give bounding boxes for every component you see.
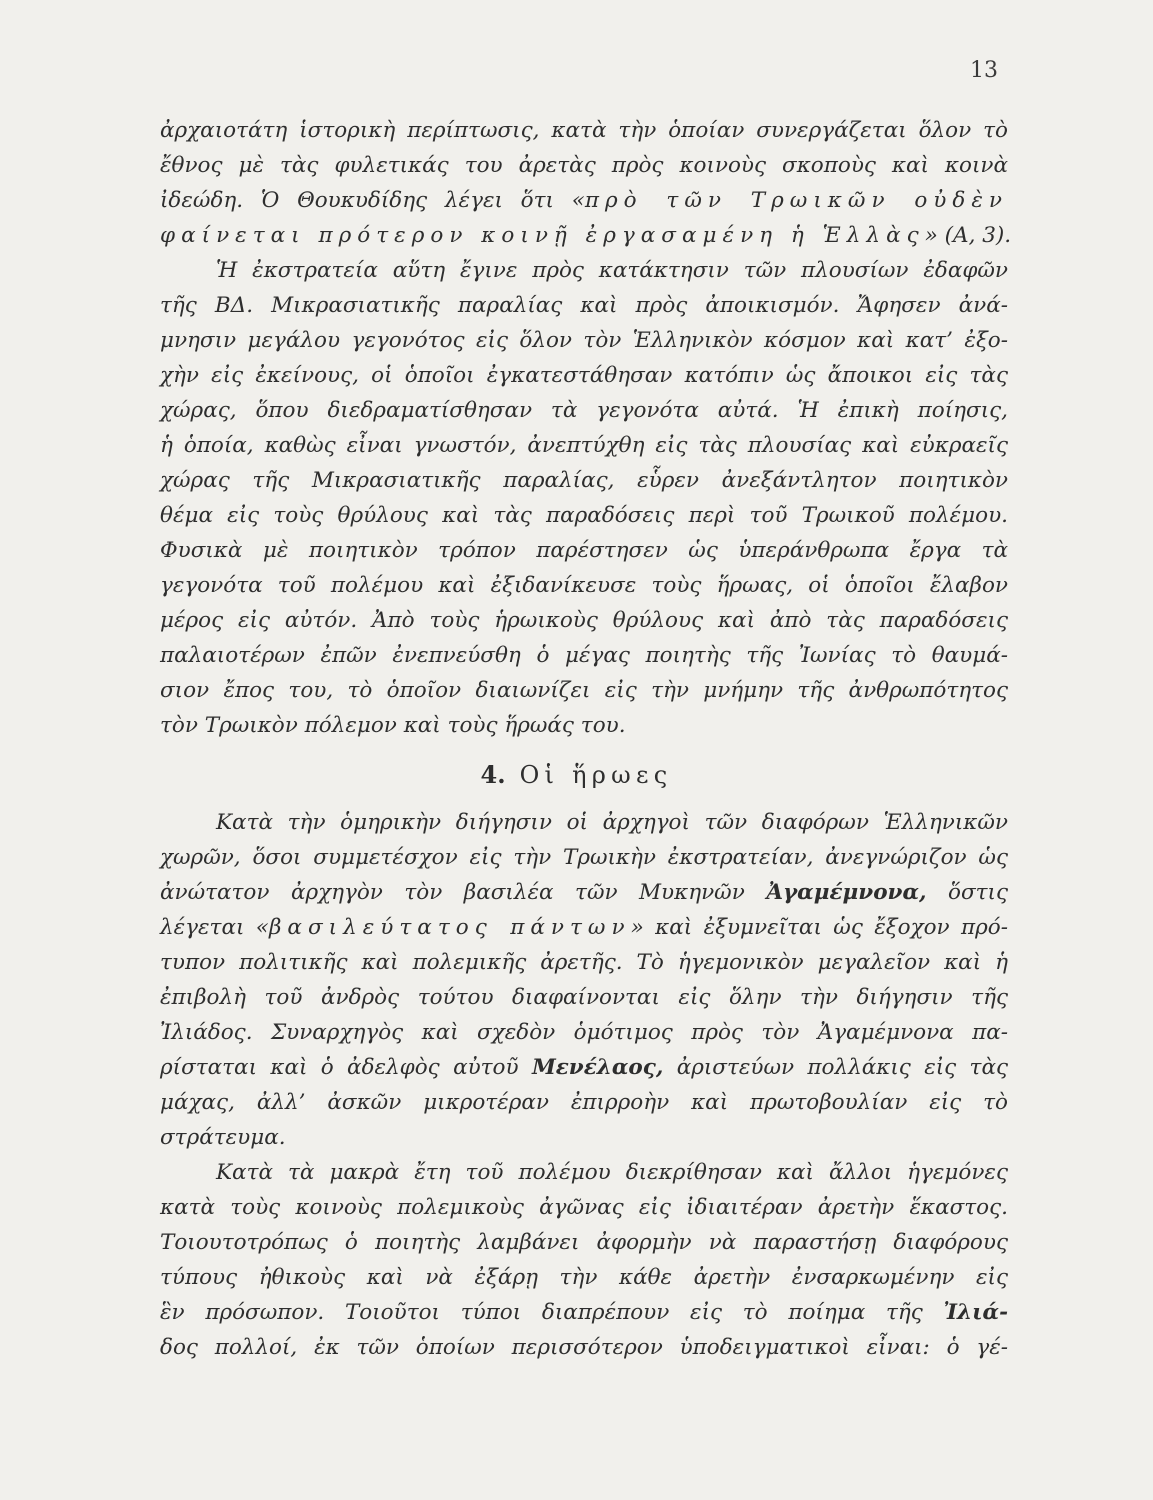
text-line: μάχας, ἀλλ’ ἀσκῶν μικροτέραν ἐπιρροὴν καὶ πρωτοβουλίαν εἰς τὸ (160, 1090, 1008, 1115)
text-fragment: ὅστις (948, 880, 1008, 905)
text-fragment: λέγεται « (160, 915, 269, 940)
page-number: 13 (970, 58, 998, 83)
text-line: τὸν Τρωικὸν πόλεμον καὶ τοὺς ἥρωάς του. (160, 713, 626, 738)
text-line: χώρας, ὅπου διεδραματίσθησαν τὰ γεγονότα αὐτά. Ἡ ἐπικὴ ποίησις, (160, 398, 1008, 423)
text-block-upper (160, 113, 1012, 743)
text-line: χὴν εἰς ἐκείνους, οἱ ὁποῖοι ἐγκατεστάθησαν κατόπιν ὡς ἄποικοι εἰς τὰς (160, 363, 1008, 388)
text-line (160, 1295, 1008, 1330)
text-line: χωρῶν, ὅσοι συμμετέσχον εἰς τὴν Τρωικὴν ἐκστρατείαν, ἀνεγνώριζον ὡς (160, 845, 1008, 870)
name-agamemnon: Ἀγαμέμνονα, (766, 880, 927, 905)
section-title: Οἱ ἥρωες (519, 761, 673, 789)
text-line: γεγονότα τοῦ πολέμου καὶ ἐξιδανίκευσε τοὺς ἥρωας, οἱ ὁποῖοι ἔλαβον (160, 573, 1008, 598)
text-line: κατὰ τοὺς κοινοὺς πολεμικοὺς ἀγῶνας εἰς ἰδιαιτέραν ἀρετὴν ἕκαστος. (160, 1195, 1008, 1220)
text-line: Ἰλιάδος. Συναρχηγὸς καὶ σχεδὸν ὁμότιμος πρὸς τὸν Ἀγαμέμνονα πα- (160, 1020, 1008, 1045)
text-line: ἀρχαιοτάτη ἱστορικὴ περίπτωσις, κατὰ τὴν ὁποίαν συνεργάζεται ὅλον τὸ (160, 118, 1008, 143)
name-iliad: Ἰλιά- (943, 1300, 1008, 1325)
text-line (160, 875, 1008, 910)
name-menelaos: Μενέλαος, (531, 1055, 664, 1080)
text-line: σιον ἔπος του, τὸ ὁποῖον διαιωνίζει εἰς τὴν μνήμην τῆς ἀνθρωπότητος (160, 678, 1008, 703)
text-fragment: ἰδεώδη. Ὁ Θουκυδίδης λέγει ὅτι « (160, 188, 585, 213)
text-line: Κατὰ τὰ μακρὰ ἔτη τοῦ πολέμου διεκρίθησαν καὶ ἄλλοι ἡγεμόνες (216, 1160, 1008, 1185)
text-line: παλαιοτέρων ἐπῶν ἐνεπνεύσθη ὁ μέγας ποιητὴς τῆς Ἰωνίας τὸ θαυμά- (160, 643, 1008, 668)
text-line: στράτευμα. (160, 1125, 286, 1150)
text-line: τῆς ΒΔ. Μικρασιατικῆς παραλίας καὶ πρὸς ἀποικισμόν. Ἄφησεν ἀνά- (160, 293, 1008, 318)
text-line: Ἡ ἐκστρατεία αὕτη ἔγινε πρὸς κατάκτησιν τῶν πλουσίων ἐδαφῶν (216, 258, 1008, 283)
text-block-lower (160, 805, 1008, 1365)
text-fragment: » καὶ ἐξυμνεῖται ὡς ἔξοχον πρό- (630, 915, 1009, 940)
text-fragment: ἀνώτατον ἀρχηγὸν τὸν βασιλέα τῶν Μυκηνῶν (160, 880, 745, 905)
text-line: μνησιν μεγάλου γεγονότος εἰς ὅλον τὸν Ἑλληνικὸν κόσμον καὶ κατ’ ἐξο- (160, 328, 1008, 353)
text-line: τύπους ἠθικοὺς καὶ νὰ ἐξάρῃ τὴν κάθε ἀρετὴν ἐνσαρκωμένην εἰς (160, 1265, 1008, 1290)
text-line: Κατὰ τὴν ὁμηρικὴν διήγησιν οἱ ἀρχηγοὶ τῶν διαφόρων Ἑλληνικῶν (216, 810, 1008, 835)
text-line: τυπον πολιτικῆς καὶ πολεμικῆς ἀρετῆς. Τὸ ἡγεμονικὸν μεγαλεῖον καὶ ἡ (160, 950, 1008, 975)
section-number: 4. (480, 760, 506, 789)
text-line (160, 910, 1008, 945)
text-fragment: ρίσταται καὶ ὁ ἀδελφὸς αὐτοῦ (160, 1055, 519, 1080)
text-fragment: ἀριστεύων πολλάκις εἰς τὰς (676, 1055, 1009, 1080)
text-line: μέρος εἰς αὐτόν. Ἀπὸ τοὺς ἡρωικοὺς θρύλους καὶ ἀπὸ τὰς παραδόσεις (160, 608, 1008, 633)
section-heading (0, 760, 1153, 789)
text-line: ἐπιβολὴ τοῦ ἀνδρὸς τούτου διαφαίνονται εἰς ὅλην τὴν διήγησιν τῆς (160, 985, 1008, 1010)
text-fragment: ἓν πρόσωπον. Τοιοῦτοι τύποι διαπρέπουν εἰς τὸ ποίημα τῆς (160, 1300, 923, 1325)
text-line: Φυσικὰ μὲ ποιητικὸν τρόπον παρέστησεν ὡς ὑπεράνθρωπα ἔργα τὰ (160, 538, 1008, 563)
text-line: δος πολλοί, ἐκ τῶν ὁποίων περισσότερον ὑποδειγματικοὶ εἶναι: ὁ γέ- (160, 1335, 1008, 1360)
text-line: χώρας τῆς Μικρασιατικῆς παραλίας, εὗρεν ἀνεξάντλητον ποιητικὸν (160, 468, 1008, 493)
text-line: ἔθνος μὲ τὰς φυλετικάς του ἀρετὰς πρὸς κοινοὺς σκοποὺς καὶ κοινὰ (160, 153, 1008, 178)
text-line: θέμα εἰς τοὺς θρύλους καὶ τὰς παραδόσεις περὶ τοῦ Τρωικοῦ πολέμου. (160, 503, 1008, 528)
text-line: Τοιουτοτρόπως ὁ ποιητὴς λαμβάνει ἀφορμὴν νὰ παραστήσῃ διαφόρους (160, 1230, 1008, 1255)
quotation-spaced: βασιλεύτατος πάντων (268, 915, 631, 940)
text-fragment: » (Α, 3). (924, 223, 1012, 248)
text-line (160, 183, 1008, 218)
text-line (160, 218, 1012, 253)
text-line (160, 1050, 1008, 1085)
quotation-spaced: πρὸ τῶν Τρωικῶν οὐδὲν (584, 188, 1009, 213)
text-line: ἡ ὁποία, καθὼς εἶναι γνωστόν, ἀνεπτύχθη εἰς τὰς πλουσίας καὶ εὐκραεῖς (160, 433, 1008, 458)
quotation-spaced: φαίνεται πρότερον κοινῇ ἐργασαμένη ἡ Ἑλλὰς (160, 223, 925, 248)
